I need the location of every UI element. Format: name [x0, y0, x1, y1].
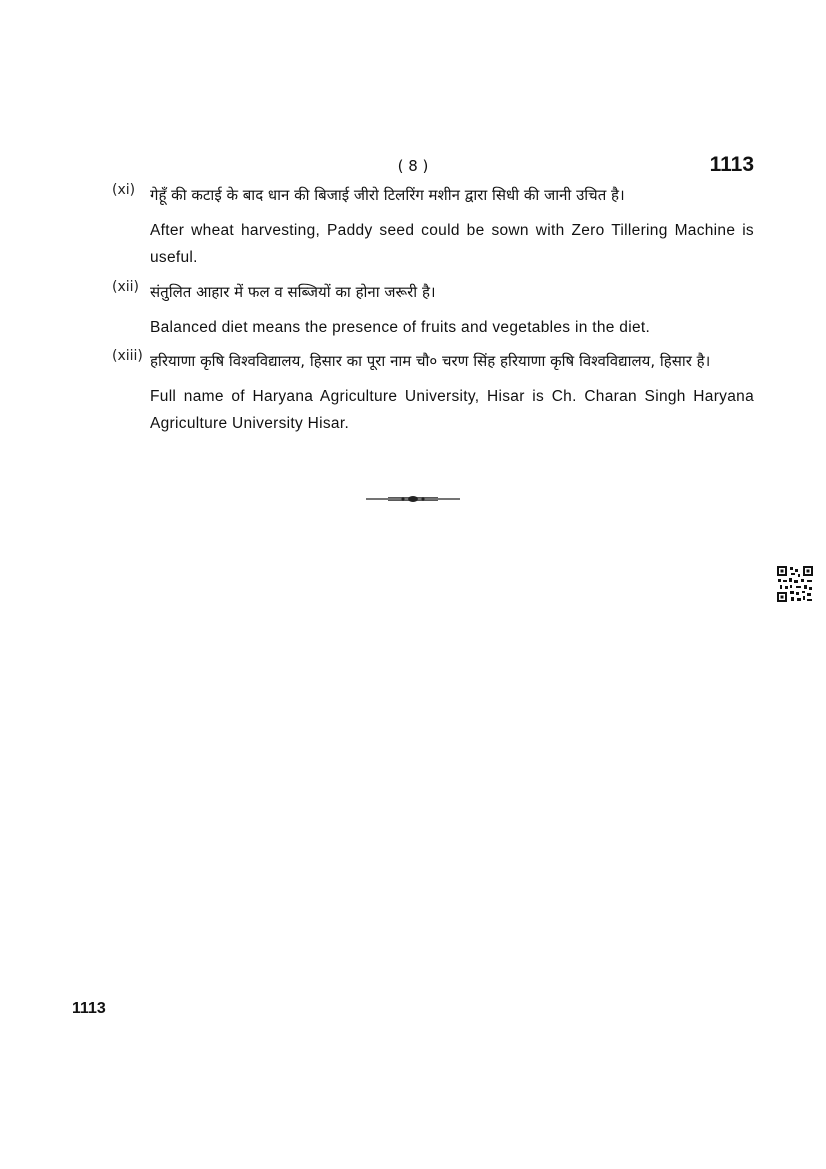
qr-code-icon [776, 565, 814, 603]
item-hindi-text: हरियाणा कृषि विश्वविद्यालय, हिसार का पूरा नाम चौ० चरण सिंह हरियाणा कृषि विश्वविद्यालय, हिसार है। [150, 352, 711, 370]
item-english-text: Balanced diet means the presence of fruits and vegetables in the diet. [150, 319, 651, 336]
page-number: ( 8 ) [397, 157, 429, 175]
item-hindi-text: गेहूँ की कटाई के बाद धान की बिजाई जीरो टिलरिंग मशीन द्वारा सिधी की जानी उचित है। [150, 186, 625, 204]
item-english-text: Full name of Haryana Agriculture University, Hisar is Ch. Charan Singh Haryana Agriculture University Hisar. [150, 388, 754, 432]
paper-code-bottom: 1113 [72, 1000, 106, 1017]
item-hindi-text: संतुलित आहार में फल व सब्जियों का होना जरूरी है। [150, 283, 436, 301]
question-item [112, 348, 754, 437]
question-item [112, 279, 754, 341]
item-english-text: After wheat harvesting, Paddy seed could be sown with Zero Tillering Machine is useful. [150, 222, 754, 266]
paper-code-top: 1113 [709, 153, 754, 176]
item-number: (xii) [112, 279, 139, 295]
question-item [112, 182, 754, 271]
item-number: (xi) [112, 182, 136, 198]
end-ornament-icon [366, 492, 460, 506]
item-number: (xiii) [112, 348, 143, 364]
